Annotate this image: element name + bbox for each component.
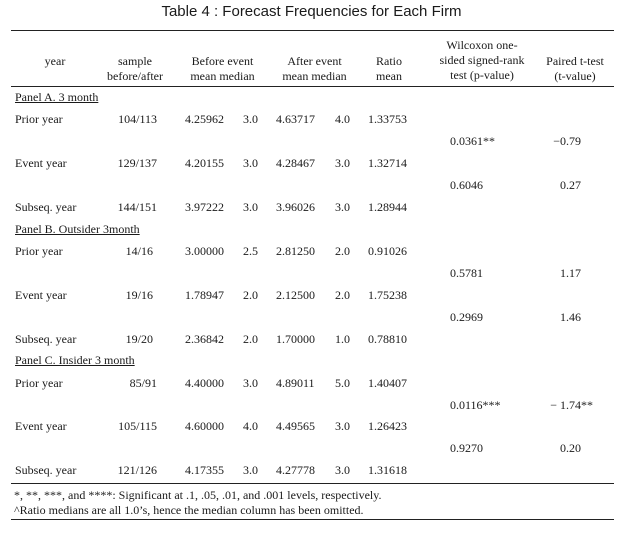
ratio-mean: 1.33753 — [368, 112, 407, 126]
wilcoxon-p-value: 0.9270 — [450, 441, 483, 455]
header-wilcoxon: Wilcoxon one- sided signed-rank test (p-value) — [439, 38, 525, 82]
before-mean: 3.97222 — [185, 200, 224, 214]
after-mean: 2.81250 — [276, 244, 315, 258]
row-year: Event year — [15, 156, 67, 170]
header-ttest: Paired t-test (t-value) — [546, 54, 604, 83]
row-sample: 129/137 — [117, 156, 157, 170]
before-mean: 2.36842 — [185, 332, 224, 346]
before-mean: 1.78947 — [185, 288, 224, 302]
significance-note: *, **, ***, and ****: Significant at .1, .05, .01, and .001 levels, respectively. — [14, 488, 382, 502]
after-median: 3.0 — [335, 156, 350, 170]
before-median: 3.0 — [243, 200, 258, 214]
ratio-mean: 1.26423 — [368, 419, 407, 433]
after-mean: 4.28467 — [276, 156, 315, 170]
panel-label: Panel A. 3 month — [15, 90, 99, 104]
header-before-event: Before event mean median — [190, 54, 255, 83]
ratio-mean: 1.28944 — [368, 200, 407, 214]
before-median: 2.0 — [243, 288, 258, 302]
after-mean: 4.63717 — [276, 112, 315, 126]
header-rule — [11, 86, 614, 87]
after-median: 5.0 — [335, 376, 350, 390]
row-year: Subseq. year — [15, 463, 77, 477]
row-sample: 85/91 — [129, 376, 157, 390]
row-year: Prior year — [15, 244, 63, 258]
wilcoxon-p-value: 0.0361** — [450, 134, 495, 148]
wilcoxon-p-value: 0.6046 — [450, 178, 483, 192]
panel-label: Panel B. Outsider 3month — [15, 222, 140, 236]
after-median: 4.0 — [335, 112, 350, 126]
after-mean: 3.96026 — [276, 200, 315, 214]
before-median: 4.0 — [243, 419, 258, 433]
row-sample: 19/16 — [125, 288, 153, 302]
before-mean: 3.00000 — [185, 244, 224, 258]
after-mean: 1.70000 — [276, 332, 315, 346]
header-after-event: After event mean median — [282, 54, 347, 83]
header-year: year — [44, 54, 66, 68]
ttest-t-value: − 1.74** — [550, 398, 593, 412]
before-mean: 4.20155 — [185, 156, 224, 170]
wilcoxon-p-value: 0.2969 — [450, 310, 483, 324]
before-median: 2.0 — [243, 332, 258, 346]
ratio-mean: 1.31618 — [368, 463, 407, 477]
panel-label: Panel C. Insider 3 month — [15, 353, 135, 367]
bottom-rule — [11, 519, 614, 520]
table-title: Table 4 : Forecast Frequencies for Each Firm — [161, 3, 462, 20]
after-mean: 4.27778 — [276, 463, 315, 477]
ratio-mean: 1.32714 — [368, 156, 407, 170]
wilcoxon-p-value: 0.0116*** — [450, 398, 501, 412]
ratio-mean: 1.75238 — [368, 288, 407, 302]
ttest-t-value: 0.27 — [560, 178, 581, 192]
footer-rule — [11, 483, 614, 484]
after-median: 3.0 — [335, 200, 350, 214]
after-mean: 2.12500 — [276, 288, 315, 302]
after-median: 1.0 — [335, 332, 350, 346]
row-year: Event year — [15, 419, 67, 433]
after-mean: 4.89011 — [276, 376, 315, 390]
ratio-mean: 1.40407 — [368, 376, 407, 390]
ratio-mean: 0.91026 — [368, 244, 407, 258]
top-rule — [11, 30, 614, 31]
ratio-note: ^Ratio medians are all 1.0’s, hence the median column has been omitted. — [14, 503, 364, 517]
before-median: 2.5 — [243, 244, 258, 258]
before-mean: 4.25962 — [185, 112, 224, 126]
ttest-t-value: −0.79 — [553, 134, 581, 148]
after-median: 3.0 — [335, 419, 350, 433]
ratio-mean: 0.78810 — [368, 332, 407, 346]
row-year: Subseq. year — [15, 332, 77, 346]
row-sample: 14/16 — [125, 244, 153, 258]
before-mean: 4.17355 — [185, 463, 224, 477]
before-median: 3.0 — [243, 463, 258, 477]
before-median: 3.0 — [243, 156, 258, 170]
row-sample: 19/20 — [125, 332, 153, 346]
before-mean: 4.60000 — [185, 419, 224, 433]
ttest-t-value: 0.20 — [560, 441, 581, 455]
row-year: Prior year — [15, 112, 63, 126]
row-year: Prior year — [15, 376, 63, 390]
header-sample: sample before/after — [107, 54, 163, 83]
row-sample: 104/113 — [118, 112, 157, 126]
header-ratio: Ratio mean — [376, 54, 402, 83]
ttest-t-value: 1.46 — [560, 310, 581, 324]
row-sample: 105/115 — [118, 419, 157, 433]
after-median: 2.0 — [335, 288, 350, 302]
after-median: 3.0 — [335, 463, 350, 477]
ttest-t-value: 1.17 — [560, 266, 581, 280]
row-year: Subseq. year — [15, 200, 77, 214]
before-mean: 4.40000 — [185, 376, 224, 390]
after-median: 2.0 — [335, 244, 350, 258]
row-year: Event year — [15, 288, 67, 302]
row-sample: 144/151 — [117, 200, 157, 214]
wilcoxon-p-value: 0.5781 — [450, 266, 483, 280]
before-median: 3.0 — [243, 376, 258, 390]
before-median: 3.0 — [243, 112, 258, 126]
row-sample: 121/126 — [117, 463, 157, 477]
after-mean: 4.49565 — [276, 419, 315, 433]
